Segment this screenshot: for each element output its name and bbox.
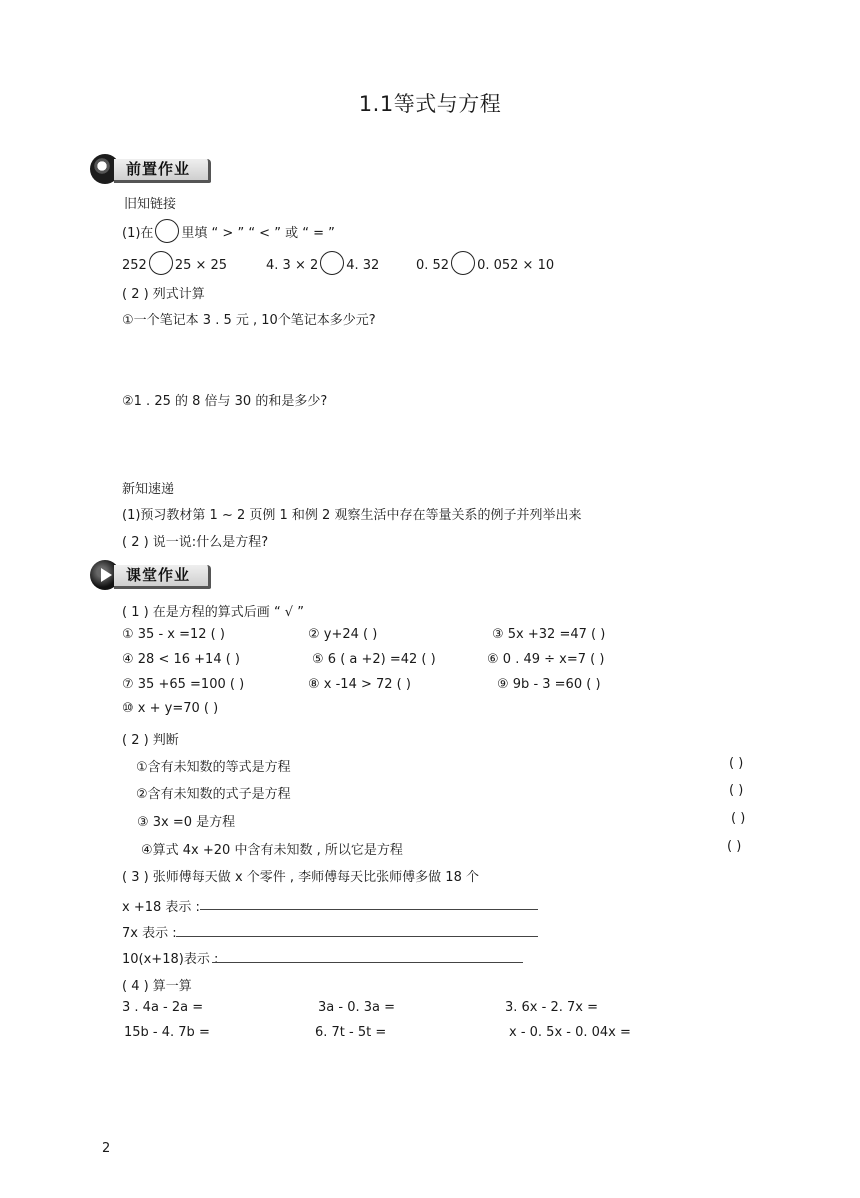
- compare-item: [266, 251, 379, 275]
- calc-item: 3. 6x - 2. 7x =: [505, 1000, 598, 1015]
- blank-circle[interactable]: [155, 219, 179, 243]
- expr-label: x +18 表示 :: [122, 900, 200, 915]
- compare-right: 0. 052 × 10: [477, 258, 555, 273]
- q1-suffix: 里填 “ > ” “ < ” 或 “ = ”: [181, 226, 335, 241]
- compare-left: 4. 3 × 2: [266, 258, 319, 273]
- blank-circle[interactable]: [149, 251, 173, 275]
- judge-answer[interactable]: ( ): [729, 756, 744, 771]
- equation-item: ④ 28 < 16 +14 ( ): [122, 652, 241, 667]
- c4-heading: ( 4 ) 算一算: [122, 979, 192, 994]
- calc-item: 15b - 4. 7b =: [124, 1025, 210, 1040]
- blank-circle[interactable]: [320, 251, 344, 275]
- equation-item: ⑦ 35 +65 =100 ( ): [122, 677, 245, 692]
- equation-item: ③ 5x +32 =47 ( ): [492, 627, 606, 642]
- judge-item: ①含有未知数的等式是方程: [136, 760, 291, 775]
- page-title: 1.1等式与方程: [358, 92, 502, 116]
- compare-item: [122, 251, 227, 275]
- equation-item: ⑤ 6 ( a +2) =42 ( ): [312, 652, 436, 667]
- answer-line[interactable]: [176, 936, 538, 937]
- c2-heading: ( 2 ) 判断: [122, 733, 179, 748]
- calc-item: 3 . 4a - 2a =: [122, 1000, 204, 1015]
- q1-prefix: (1)在: [122, 226, 154, 241]
- judge-item: ④算式 4x +20 中含有未知数 , 所以它是方程: [141, 843, 403, 858]
- q2-heading: ( 2 ) 列式计算: [122, 287, 205, 302]
- banner-label: 课堂作业: [114, 565, 211, 589]
- judge-item: ③ 3x =0 是方程: [137, 815, 236, 830]
- compare-item: [416, 251, 554, 275]
- new-knowledge-heading: 新知速递: [122, 482, 175, 497]
- calc-item: x - 0. 5x - 0. 04x =: [509, 1025, 631, 1040]
- new-item-2: ( 2 ) 说一说:什么是方程?: [122, 535, 269, 550]
- judge-answer[interactable]: ( ): [729, 783, 744, 798]
- judge-answer[interactable]: ( ): [731, 811, 746, 826]
- equation-item: ⑥ 0 . 49 ÷ x=7 ( ): [487, 652, 605, 667]
- section-banner-pre: [90, 154, 220, 186]
- c1-heading: ( 1 ) 在是方程的算式后画 “ √ ”: [122, 605, 304, 620]
- c3-heading: ( 3 ) 张师傅每天做 x 个零件 , 李师傅每天比张师傅多做 18 个: [122, 870, 479, 885]
- expr-label: 10(x+18)表示 :: [122, 952, 219, 967]
- equation-item: ② y+24 ( ): [308, 627, 378, 642]
- section-banner-class: [90, 560, 220, 592]
- old-knowledge-heading: 旧知链接: [124, 197, 177, 212]
- page-number: 2: [102, 1141, 111, 1156]
- compare-left: 0. 52: [416, 258, 450, 273]
- judge-item: ②含有未知数的式子是方程: [136, 787, 291, 802]
- calc-item: 3a - 0. 3a =: [318, 1000, 395, 1015]
- equation-item: ① 35 - x =12 ( ): [122, 627, 225, 642]
- q2-item-b: ②1 . 25 的 8 倍与 30 的和是多少?: [122, 394, 328, 409]
- equation-item: ⑨ 9b - 3 =60 ( ): [497, 677, 601, 692]
- new-item-1: (1)预习教材第 1 ~ 2 页例 1 和例 2 观察生活中存在等量关系的例子并列举出来: [122, 508, 582, 523]
- q2-item-a: ①一个笔记本 3 . 5 元 , 10个笔记本多少元?: [122, 313, 376, 328]
- q1-instruction: [122, 219, 335, 243]
- calc-item: 6. 7t - 5t =: [315, 1025, 387, 1040]
- answer-line[interactable]: [212, 962, 523, 963]
- compare-left: 252: [122, 258, 147, 273]
- blank-circle[interactable]: [451, 251, 475, 275]
- expr-label: 7x 表示 :: [122, 926, 177, 941]
- equation-item: ⑩ x + y=70 ( ): [122, 701, 219, 716]
- banner-label: 前置作业: [114, 159, 211, 183]
- compare-right: 25 × 25: [174, 258, 228, 273]
- equation-item: ⑧ x -14 > 72 ( ): [308, 677, 411, 692]
- judge-answer[interactable]: ( ): [727, 839, 742, 854]
- answer-line[interactable]: [200, 909, 538, 910]
- compare-right: 4. 32: [346, 258, 380, 273]
